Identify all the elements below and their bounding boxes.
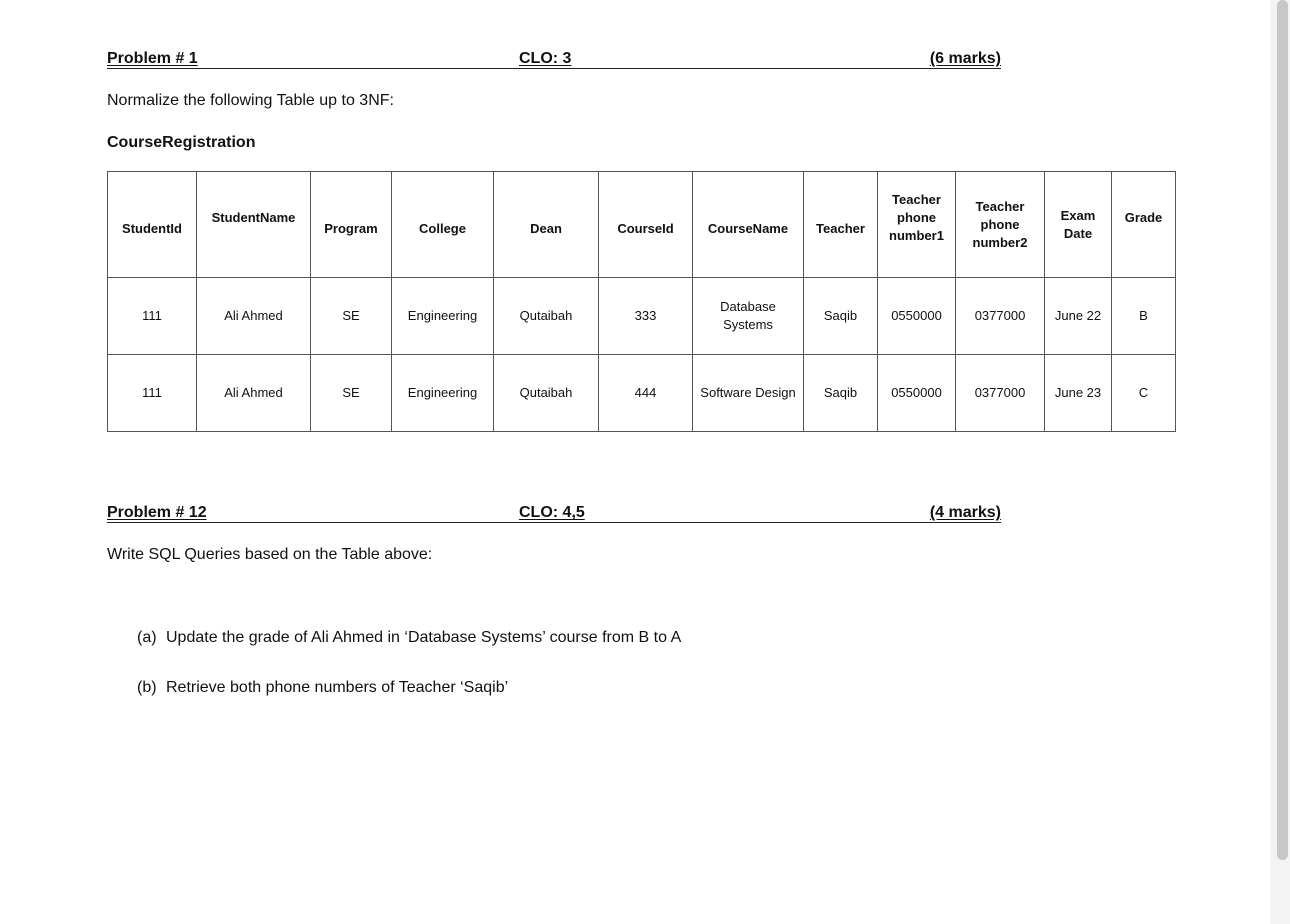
question-letter: (b) [137, 679, 157, 696]
table-cell: B [1112, 278, 1176, 355]
table-cell: C [1112, 355, 1176, 432]
table-cell: Saqib [804, 355, 878, 432]
problem-2-instruction: Write SQL Queries based on the Table above: [107, 546, 433, 563]
problem-1-instruction: Normalize the following Table up to 3NF: [107, 92, 394, 109]
table-cell: June 23 [1045, 355, 1112, 432]
problem-2-marks: (4 marks) [929, 504, 1001, 521]
header-cell: Dean [494, 172, 599, 278]
table-cell: Engineering [392, 278, 494, 355]
header-cell: Program [311, 172, 392, 278]
table-cell: 333 [599, 278, 693, 355]
table-row [108, 278, 1176, 355]
table-cell: Database Systems [693, 278, 804, 355]
table-row [108, 355, 1176, 432]
table-cell: 111 [108, 355, 197, 432]
problem-1-clo: CLO: 3 [519, 50, 572, 67]
table-cell: 0550000 [878, 355, 956, 432]
table-cell: 111 [108, 278, 197, 355]
header-cell: Exam Date [1045, 172, 1112, 278]
table-cell: Ali Ahmed [197, 278, 311, 355]
question-text: Update the grade of Ali Ahmed in ‘Database Systems’ course from B to A [166, 629, 682, 646]
problem-1-header [107, 50, 1001, 69]
header-cell: StudentId [108, 172, 197, 278]
header-cell: CourseName [693, 172, 804, 278]
table-cell: Ali Ahmed [197, 355, 311, 432]
table-cell: 0377000 [956, 278, 1045, 355]
table-cell: Saqib [804, 278, 878, 355]
table-cell: June 22 [1045, 278, 1112, 355]
question-text: Retrieve both phone numbers of Teacher ‘Saqib’ [166, 679, 509, 696]
problem-2-clo: CLO: 4,5 [519, 504, 585, 521]
header-cell: StudentName [197, 172, 311, 278]
scrollbar-thumb[interactable] [1277, 0, 1288, 860]
table-cell: Qutaibah [494, 355, 599, 432]
vertical-scrollbar[interactable] [1270, 0, 1290, 924]
header-cell: Teacher phone number1 [878, 172, 956, 278]
question-item-b [137, 679, 508, 697]
header-cell: Teacher [804, 172, 878, 278]
problem-2-title: Problem # 12 [107, 504, 207, 521]
table-name: CourseRegistration [107, 134, 256, 151]
table-cell: 444 [599, 355, 693, 432]
table-cell: 0377000 [956, 355, 1045, 432]
header-cell: Grade [1112, 172, 1176, 278]
table-cell: SE [311, 355, 392, 432]
problem-1-marks: (6 marks) [929, 50, 1001, 67]
table-cell: Engineering [392, 355, 494, 432]
question-item-a [137, 629, 681, 647]
table-cell: Software Design [693, 355, 804, 432]
header-cell: College [392, 172, 494, 278]
problem-1-title: Problem # 1 [107, 50, 198, 67]
header-cell: CourseId [599, 172, 693, 278]
table-header-row [108, 172, 1176, 278]
table-cell: SE [311, 278, 392, 355]
question-letter: (a) [137, 629, 157, 646]
course-registration-table [107, 171, 1176, 432]
header-cell: Teacher phone number2 [956, 172, 1045, 278]
table-cell: Qutaibah [494, 278, 599, 355]
problem-2-header [107, 504, 1001, 523]
table-cell: 0550000 [878, 278, 956, 355]
